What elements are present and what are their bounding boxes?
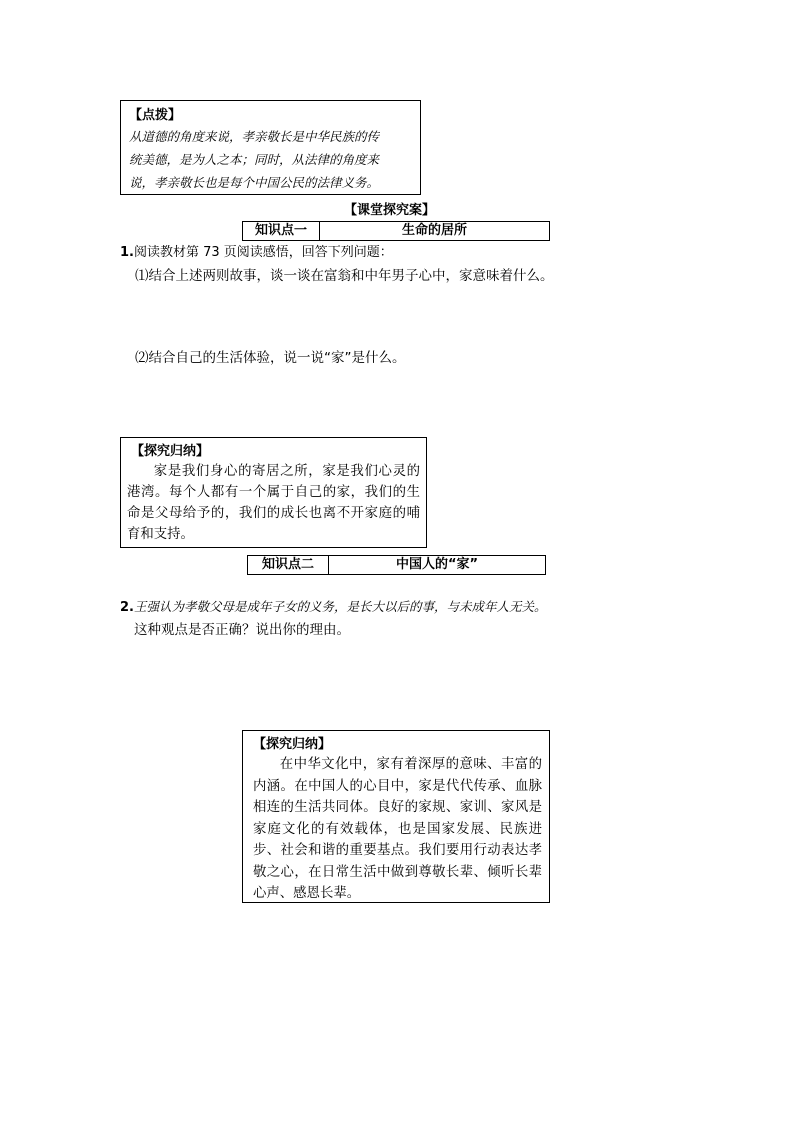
tip-box-line: 从道德的角度来说，孝亲敬长是中华民族的传 xyxy=(129,129,380,144)
tip-box xyxy=(120,100,421,195)
kp1-label: 知识点一 xyxy=(243,222,320,241)
question-1-sub-1: ⑴结合上述两则故事，谈一谈在富翁和中年男子心中，家意味着什么。 xyxy=(135,268,554,284)
tip-box-title: 【点拨】 xyxy=(129,108,182,123)
kp1-title: 生命的居所 xyxy=(320,222,550,241)
question-2-text: 王强认为孝敬父母是成年子女的义务，是长大以后的事，与未成年人无关。 xyxy=(133,599,547,614)
summary-2-title: 【探究归纳】 xyxy=(253,737,332,752)
knowledge-point-2 xyxy=(247,555,546,575)
question-2-text-2: 这种观点是否正确？说出你的理由。 xyxy=(134,622,350,638)
question-1 xyxy=(120,244,393,262)
section-title: 【课堂探究案】 xyxy=(344,203,436,218)
tip-box-line: 统美德，是为人之本；同时，从法律的角度来 xyxy=(129,152,380,167)
question-1-text: 阅读教材第 73 页阅读感悟，回答下列问题： xyxy=(133,245,393,260)
question-2-number: 2. xyxy=(120,600,134,615)
summary-2-text: 在中华文化中，家有着深厚的意味、丰富的内涵。在中国人的心目中，家是代代传承、血脉相连的生活共同体。良好的家规、家训、家风是家庭文化的有效载体，也是国家发展、民族进步、社会和谐的重要基点。我们要用行动表达孝敬之心，在日常生活中做到尊敬长辈、倾听长辈心声、感恩长辈。 xyxy=(253,757,542,901)
summary-1-text: 家是我们身心的寄居之所，家是我们心灵的港湾。每个人都有一个属于自己的家，我们的生命是父母给予的，我们的成长也离不开家庭的哺育和支持。 xyxy=(127,464,420,542)
summary-box-1 xyxy=(120,437,427,548)
summary-1-title: 【探究归纳】 xyxy=(131,444,210,459)
knowledge-point-1 xyxy=(242,221,550,241)
question-2 xyxy=(120,598,547,617)
kp2-title: 中国人的“家” xyxy=(329,556,546,575)
question-1-sub-2: ⑵结合自己的生活体验，说一说“家”是什么。 xyxy=(135,350,406,366)
question-1-number: 1. xyxy=(120,245,134,260)
summary-box-2 xyxy=(242,730,550,903)
kp2-label: 知识点二 xyxy=(248,556,329,575)
tip-box-line: 说，孝亲敬长也是每个中国公民的法律义务。 xyxy=(129,175,380,190)
